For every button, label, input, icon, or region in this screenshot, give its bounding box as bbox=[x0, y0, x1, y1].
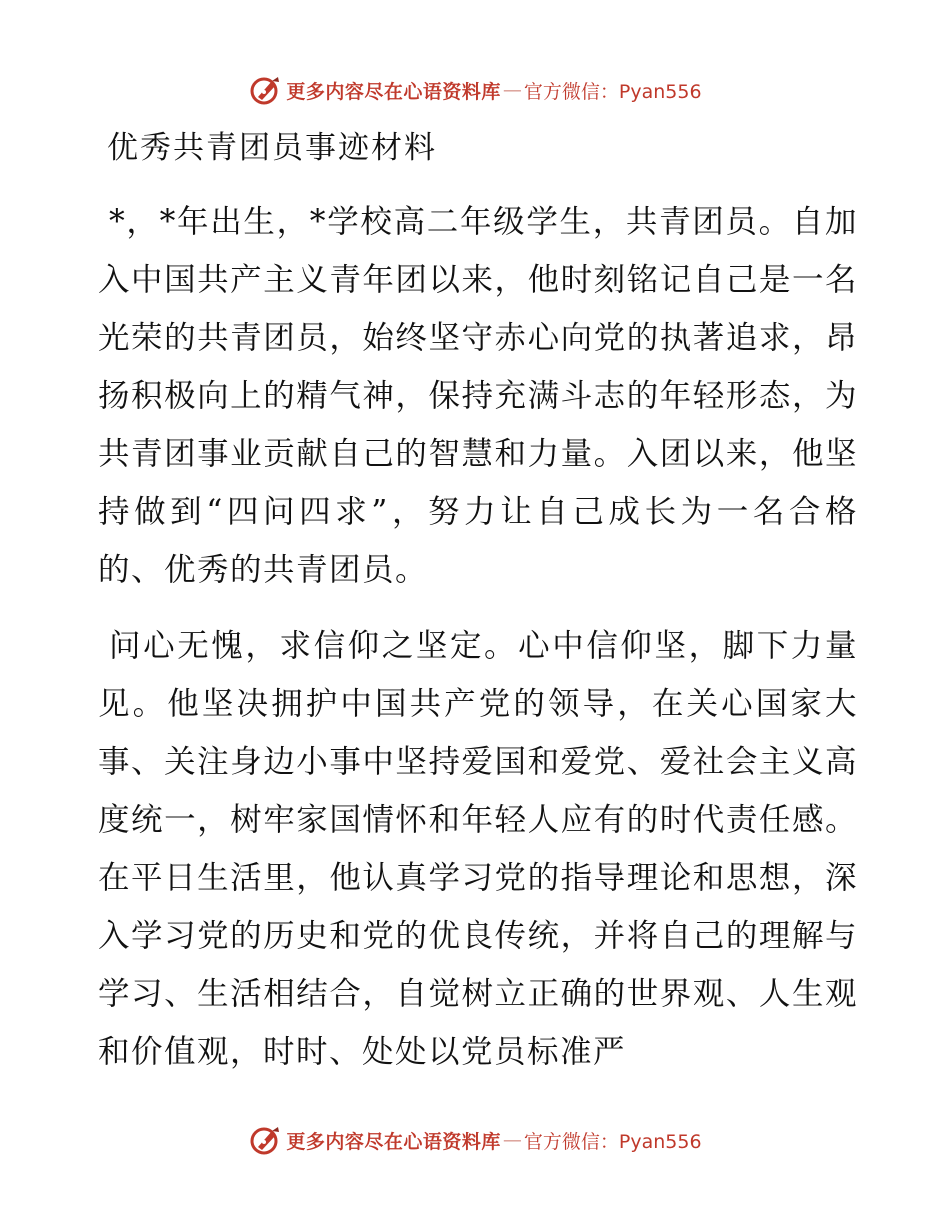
header-banner bbox=[0, 70, 950, 110]
paragraph-faith: 问心无愧，求信仰之坚定。心中信仰坚，脚下力量见。他坚决拥护中国共产党的领导，在关心国家大事、关注身边小事中坚持爱国和爱党、爱社会主义高度统一，树牢家国情怀和年轻人应有的时代责任感。在平日生活里，他认真学习党的指导理论和思想，深入学习党的历史和党的优良传统，并将自己的理解与学习、生活相结合，自觉树立正确的世界观、人生观和价值观，时时、处处以党员标准严 bbox=[98, 628, 858, 1070]
paragraph-intro: *，*年出生，*学校高二年级学生，共青团员。自加入中国共产主义青年团以来，他时刻铭记自己是一名光荣的共青团员，始终坚守赤心向党的执著追求，昂扬积极向上的精气神，保持充满斗志的年轻形态，为共青团事业贡献自己的智慧和力量。入团以来，他坚持做到“四问四求”，努力让自己成长为一名合格的、优秀的共青团员。 bbox=[98, 204, 858, 588]
banner-contact-text: 官方微信：Pyan556 bbox=[523, 80, 702, 103]
pen-nib-circle-icon bbox=[248, 73, 282, 107]
banner-promo-text: 更多内容尽在心语资料库 bbox=[286, 1130, 501, 1153]
document-title: 优秀共青团员事迹材料 bbox=[107, 130, 437, 166]
banner-separator: — bbox=[502, 79, 522, 101]
banner-promo-text: 更多内容尽在心语资料库 bbox=[286, 80, 501, 103]
banner-contact-text: 官方微信：Pyan556 bbox=[523, 1130, 702, 1153]
footer-banner bbox=[0, 1120, 950, 1160]
pen-nib-circle-icon bbox=[248, 1123, 282, 1157]
banner-separator: — bbox=[502, 1129, 522, 1151]
